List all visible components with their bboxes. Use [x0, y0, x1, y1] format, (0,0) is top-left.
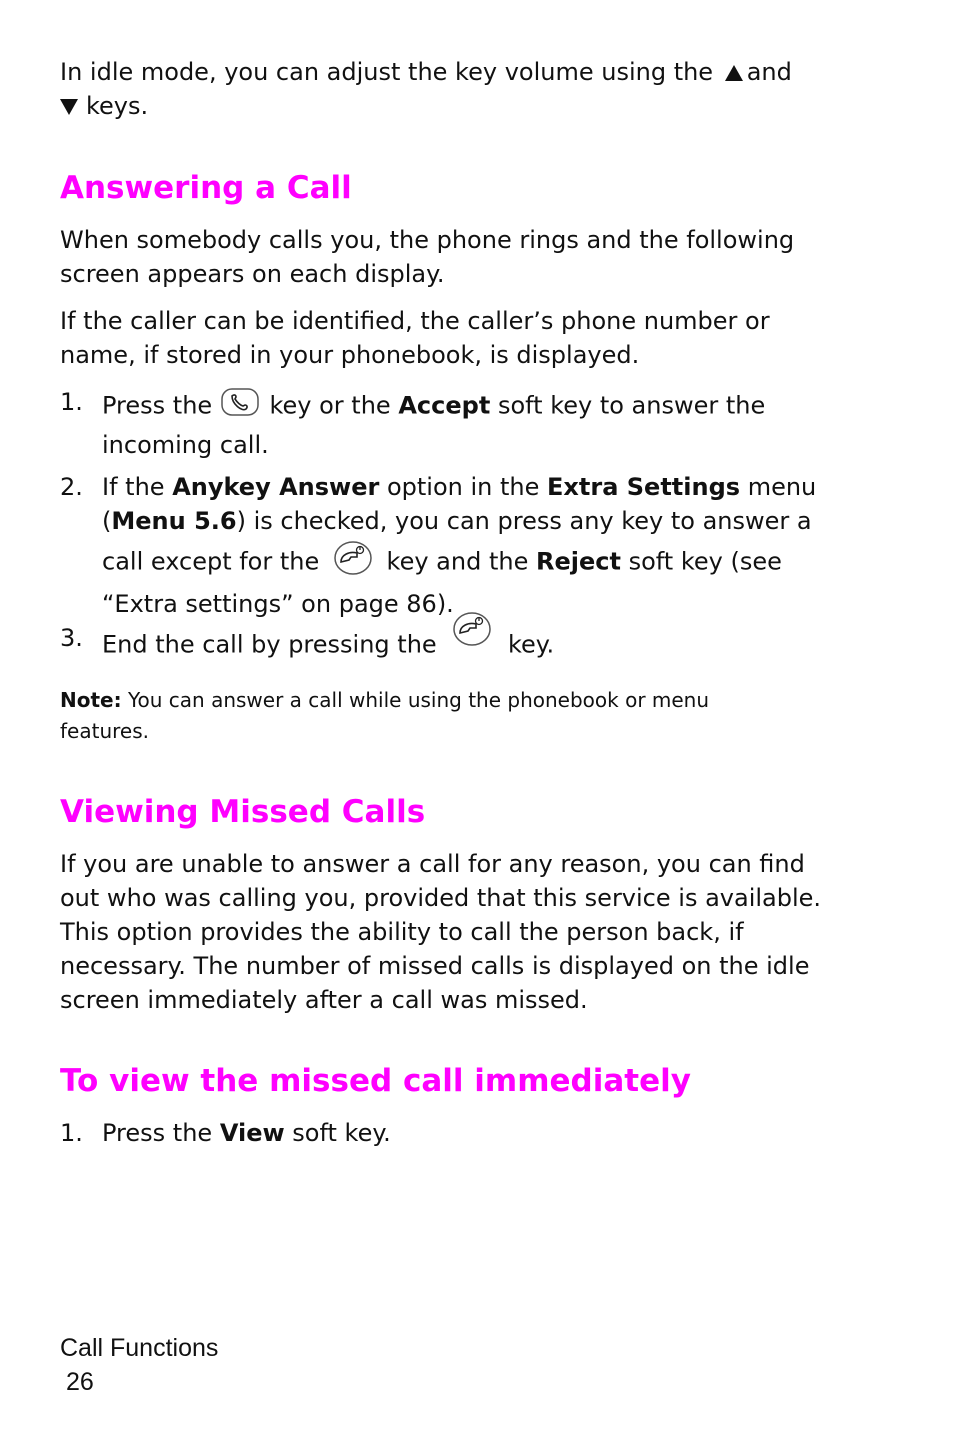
end-key-icon — [331, 538, 375, 587]
heading-viewing-missed-calls: Viewing Missed Calls — [60, 794, 426, 830]
answer-step-1: 1. Press the key or the Accept soft key to answer the incoming call. — [60, 385, 890, 462]
end-key-icon — [450, 609, 494, 658]
up-arrow-icon — [725, 65, 743, 81]
page-number: 26 — [66, 1368, 94, 1396]
answer-step-3: 3. End the call by pressing the key. — [60, 621, 890, 670]
answer-step-2: 2. If the Anykey Answer option in the Extra Settings menu (Menu 5.6) is checked, you can press any key to answer a call except for the key and the Reject soft key (see “Extra settings” on page 86). — [60, 473, 817, 618]
heading-view-missed-call-immediately: To view the missed call immediately — [60, 1063, 691, 1099]
down-arrow-icon — [60, 99, 78, 115]
missed-calls-paragraph: If you are unable to answer a call for any reason, you can find out who was calling you, provided that this service is available. This option provides the ability to call the person back, if necessary. The number of missed calls is displayed on the idle screen immediately after a call was missed. — [60, 850, 822, 1014]
footer-section-name: Call Functions — [60, 1334, 219, 1362]
heading-answering-a-call: Answering a Call — [60, 170, 352, 206]
view-step-1: 1. Press the View soft key. — [60, 1119, 391, 1147]
answering-paragraph-1: When somebody calls you, the phone rings and the following screen appears on each display. — [60, 226, 795, 288]
answering-paragraph-2: If the caller can be identified, the caller’s phone number or name, if stored in your phonebook, is displayed. — [60, 307, 770, 369]
send-key-icon — [220, 385, 262, 428]
note-paragraph: Note: You can answer a call while using the phonebook or menu features. — [60, 688, 710, 743]
note-label: Note: — [60, 688, 122, 712]
intro-paragraph: In idle mode, you can adjust the key volume using the and keys. — [60, 58, 792, 120]
